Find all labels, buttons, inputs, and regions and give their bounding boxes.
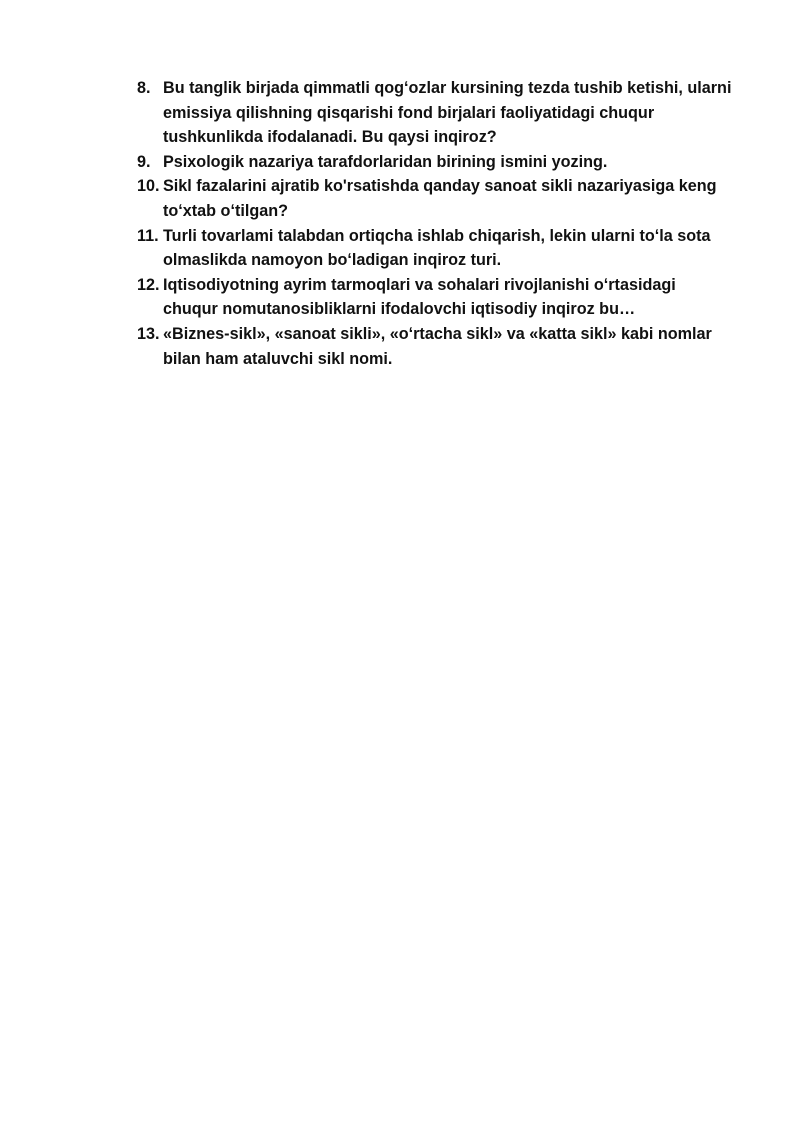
question-item xyxy=(137,150,747,175)
question-text: Iqtisodiyotning ayrim tarmoqlari va sohalari rivojlanishi oʻrtasidagi chuqur nomutanosibliklarni ifodalovchi iqtisodiy inqiroz bu… xyxy=(163,275,676,319)
question-text: Psixologik nazariya tarafdorlaridan birining ismini yozing. xyxy=(163,152,608,171)
question-text: Sikl fazalarini ajratib ko'rsatishda qanday sanoat sikli nazariyasiga keng toʻxtab oʻtilgan? xyxy=(163,177,717,220)
question-text: Bu tanglik birjada qimmatli qogʻozlar kursining tezda tushib ketishi, ularni emissiya qilishning qisqarishi fond birjalari faoliyatidagi chuqur tushkunlikda ifodalanadi. Bu qaysi inqiroz? xyxy=(163,79,732,147)
question-number: 12. xyxy=(137,275,160,294)
question-item xyxy=(137,273,747,322)
question-number: 11. xyxy=(137,226,159,245)
question-number: 8. xyxy=(137,79,151,97)
question-number: 10. xyxy=(137,177,160,196)
question-number: 13. xyxy=(137,324,160,343)
question-item xyxy=(137,174,747,223)
question-number: 9. xyxy=(137,152,151,171)
question-list xyxy=(137,76,747,371)
question-text: Turli tovarlami talabdan ortiqcha ishlab chiqarish, lekin ularni toʻla sota olmaslikda namoyon boʻladigan inqiroz turi. xyxy=(163,226,711,270)
question-text: «Biznes-sikl», «sanoat sikli», «oʻrtacha sikl» va «katta sikl» kabi nomlar bilan ham ataluvchi sikl nomi. xyxy=(163,324,712,368)
question-item xyxy=(137,322,747,371)
question-item xyxy=(137,76,747,150)
question-item xyxy=(137,224,747,273)
